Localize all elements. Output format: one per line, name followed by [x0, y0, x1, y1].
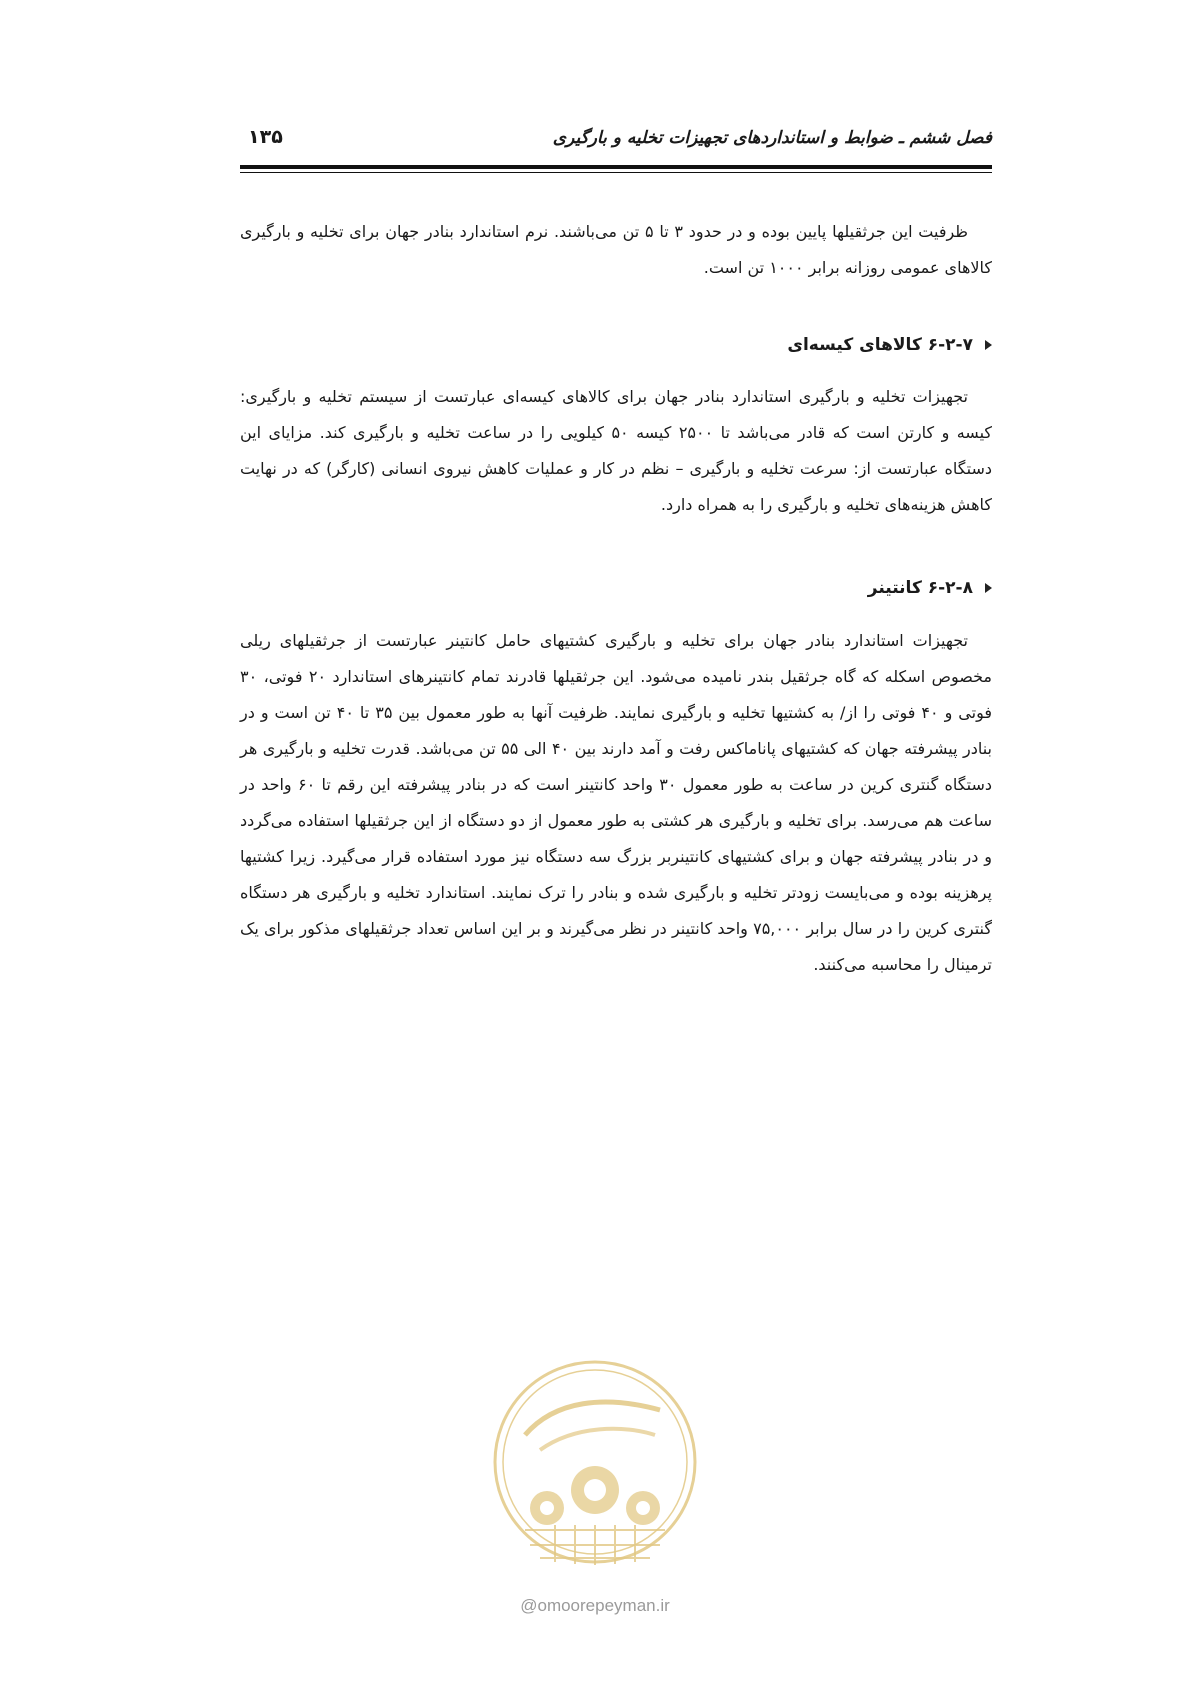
header-rule-thin — [240, 172, 992, 173]
watermark-caption: @omoorepeyman.ir — [520, 1596, 670, 1615]
bagged-goods-paragraph — [240, 379, 992, 523]
section-heading-container — [240, 573, 992, 603]
page-number: ۱۳۵ — [248, 126, 283, 148]
paragraph-text: ظرفیت این جرثقیلها پایین بوده و در حدود ۳ تا ۵ تن می‌باشند. نرم استاندارد بنادر جهان برای تخلیه و بارگیری کالاهای عمومی روزانه برابر ۱۰۰۰ تن است. — [240, 222, 992, 277]
bullet-triangle-icon — [985, 340, 992, 350]
running-header — [240, 128, 992, 158]
heading-text: ۶-۲-۸ کانتینر — [867, 578, 973, 598]
header-rule-thick — [240, 165, 992, 169]
heading-text: ۶-۲-۷ کالاهای کیسه‌ای — [787, 335, 973, 355]
section-heading-bagged-goods — [240, 330, 992, 360]
chapter-title: فصل ششم ـ ضوابط و استانداردهای تجهیزات تخلیه و بارگیری — [552, 128, 992, 148]
intro-paragraph — [240, 214, 992, 286]
watermark-logo — [485, 1340, 705, 1590]
container-paragraph — [240, 623, 992, 983]
paragraph-text: تجهیزات استاندارد بنادر جهان برای تخلیه و بارگیری کشتیهای حامل کانتینر عبارتست از جرثقیلهای ریلی مخصوص اسکله که گاه جرثقیل بندر نامیده می‌شود. این جرثقیلها قادرند تمام کانتینرهای استاندارد ۲۰ فوتی، ۳۰ فوتی و ۴۰ فوتی را از/ به کشتیها تخلیه و بارگیری نمایند. ظرفیت آنها به طور معمول بین ۳۵ تا ۴۰ تن است و در بنادر پیشرفته جهان که کشتیهای پاناماکس رفت و آمد دارند بین ۴۰ الی ۵۵ تن می‌باشد. قدرت تخلیه و بارگیری هر دستگاه گنتری کرین در ساعت به طور معمول ۳۰ واحد کانتینر است که در بنادر پیشرفته این رقم تا ۶۰ واحد در ساعت هم می‌رسد. برای تخلیه و بارگیری هر کشتی به طور معمول از دو دستگاه از این جرثقیلها استفاده می‌گردد و در بنادر پیشرفته جهان و برای کشتیهای کانتینربر بزرگ سه دستگاه نیز مورد استفاده قرار می‌گیرد. زیرا کشتیها پرهزینه بوده و می‌بایست زودتر تخلیه و بارگیری شده و بنادر را ترک نمایند. استاندارد تخلیه و بارگیری هر دستگاه گنتری کرین را در سال برابر ۷۵,۰۰۰ واحد کانتینر در نظر می‌گیرند و بر این اساس تعداد جرثقیلهای مذکور برای یک ترمینال را محاسبه می‌کنند. — [240, 631, 993, 974]
bullet-triangle-icon — [985, 583, 992, 593]
paragraph-text: تجهیزات تخلیه و بارگیری استاندارد بنادر جهان برای کالاهای کیسه‌ای عبارتست از سیستم تخلیه و بارگیری: کیسه و کارتن است که قادر می‌باشد تا ۲۵۰۰ کیسه ۵۰ کیلویی را در ساعت تخلیه و بارگیری کند. مزایای این دستگاه عبارتست از: سرعت تخلیه و بارگیری – نظم در کار و عملیات کاهش نیروی انسانی (کارگر) که در نهایت کاهش هزینه‌های تخلیه و بارگیری را به همراه دارد. — [240, 387, 993, 514]
